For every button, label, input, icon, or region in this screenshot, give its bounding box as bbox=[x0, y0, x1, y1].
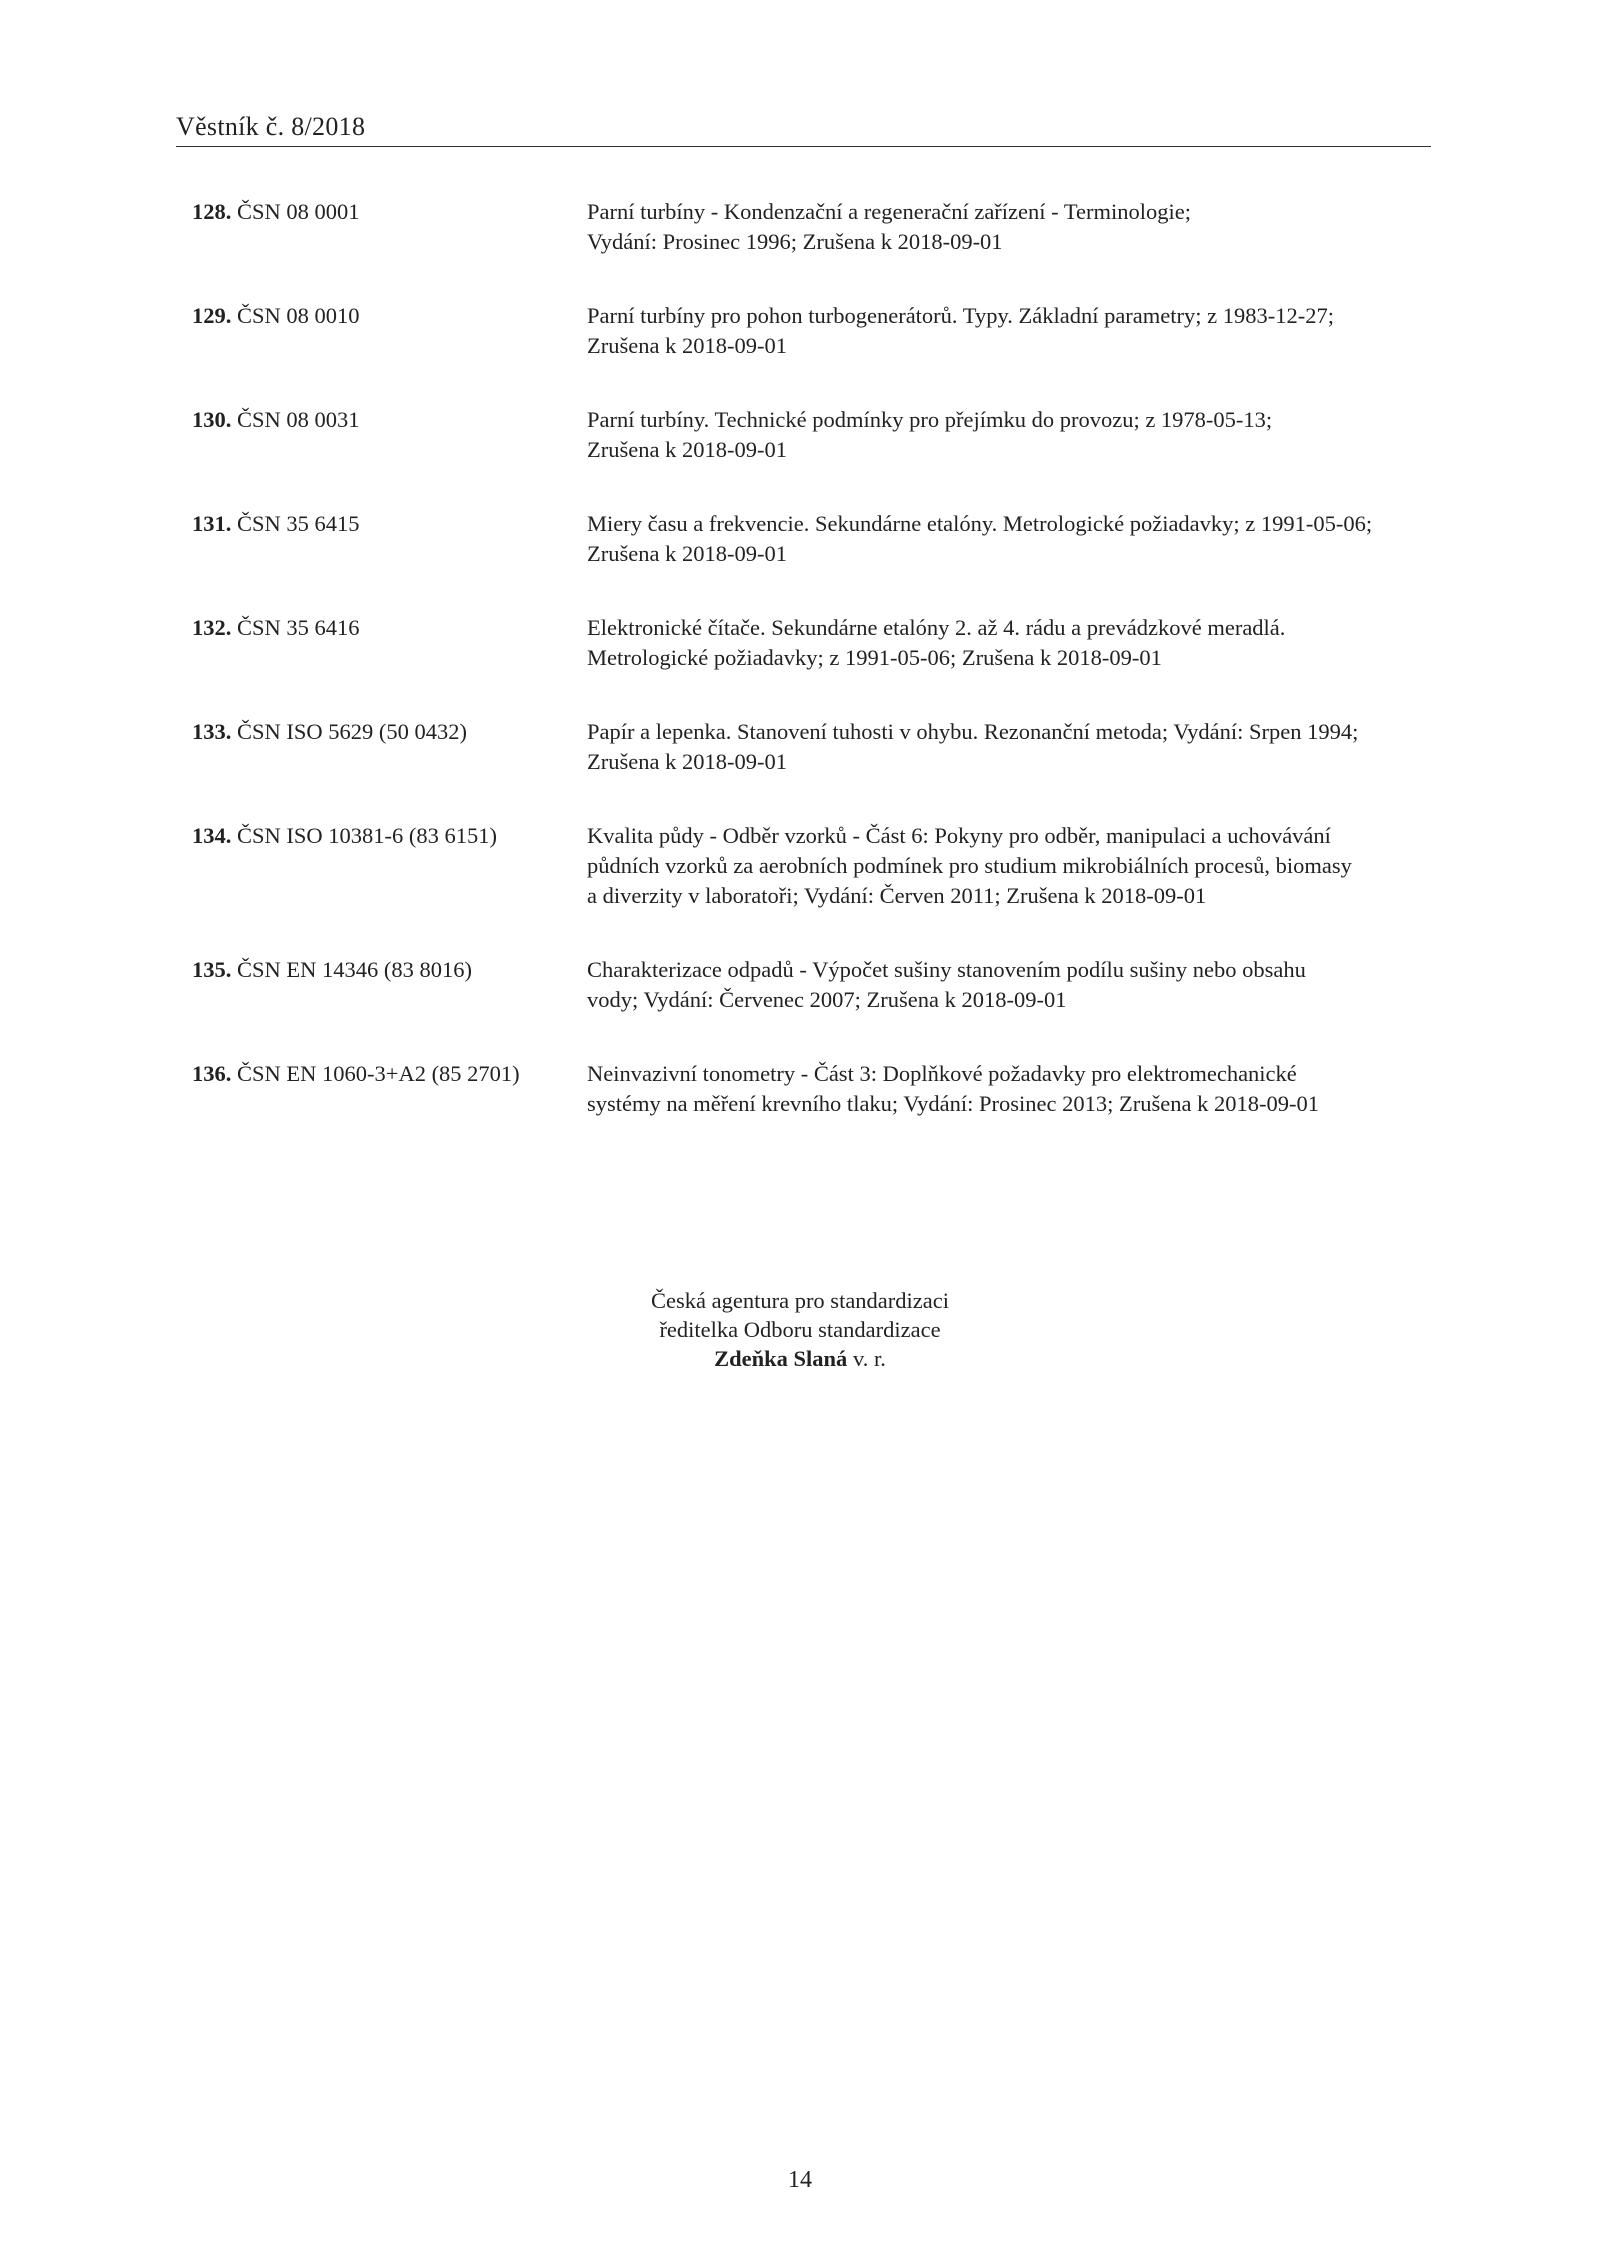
entry-number: 133. bbox=[192, 719, 232, 744]
description-line: vody; Vydání: Červenec 2007; Zrušena k 2018-09-01 bbox=[587, 987, 1067, 1012]
entry-id bbox=[192, 955, 587, 1015]
list-item bbox=[192, 821, 1432, 911]
entry-id bbox=[192, 821, 587, 911]
entry-number: 128. bbox=[192, 199, 232, 224]
description-line: a diverzity v laboratoři; Vydání: Červen 2011; Zrušena k 2018-09-01 bbox=[587, 883, 1207, 908]
entry-number: 129. bbox=[192, 303, 232, 328]
list-item bbox=[192, 955, 1432, 1015]
description-line: Metrologické požiadavky; z 1991-05-06; Zrušena k 2018-09-01 bbox=[587, 645, 1162, 670]
description-line: Elektronické čítače. Sekundárne etalóny 2. až 4. rádu a prevádzkové meradlá. bbox=[587, 615, 1286, 640]
description-line: systémy na měření krevního tlaku; Vydání: Prosinec 2013; Zrušena k 2018-09-01 bbox=[587, 1091, 1319, 1116]
description-line: Zrušena k 2018-09-01 bbox=[587, 333, 787, 358]
entry-code: ČSN 35 6415 bbox=[231, 511, 360, 536]
description-line: Parní turbíny pro pohon turbogenerátorů. Typy. Základní parametry; z 1983-12-27; bbox=[587, 303, 1334, 328]
description-line: Neinvazivní tonometry - Část 3: Doplňkové požadavky pro elektromechanické bbox=[587, 1061, 1297, 1086]
description-line: Zrušena k 2018-09-01 bbox=[587, 437, 787, 462]
entry-code: ČSN ISO 5629 (50 0432) bbox=[231, 719, 468, 744]
entry-number: 136. bbox=[192, 1061, 232, 1086]
description-line: Vydání: Prosinec 1996; Zrušena k 2018-09-01 bbox=[587, 229, 1003, 254]
description-line: Papír a lepenka. Stanovení tuhosti v ohybu. Rezonanční metoda; Vydání: Srpen 1994; bbox=[587, 719, 1359, 744]
entry-id bbox=[192, 613, 587, 673]
signatory-suffix: v. r. bbox=[847, 1346, 886, 1371]
entry-description bbox=[587, 197, 1417, 257]
entry-id bbox=[192, 1059, 587, 1119]
entry-id bbox=[192, 509, 587, 569]
entry-description bbox=[587, 405, 1417, 465]
agency-name: Česká agentura pro standardizaci bbox=[651, 1288, 949, 1313]
journal-title: Věstník č. 8/2018 bbox=[176, 112, 366, 141]
entry-description bbox=[587, 1059, 1417, 1119]
description-line: Miery času a frekvencie. Sekundárne etalóny. Metrologické požiadavky; z 1991-05-06; bbox=[587, 511, 1373, 536]
signatory bbox=[0, 1344, 1600, 1373]
description-line: Charakterizace odpadů - Výpočet sušiny stanovením podílu sušiny nebo obsahu bbox=[587, 957, 1306, 982]
description-line: Zrušena k 2018-09-01 bbox=[587, 541, 787, 566]
entry-code: ČSN EN 1060-3+A2 (85 2701) bbox=[231, 1061, 520, 1086]
description-line: Kvalita půdy - Odběr vzorků - Část 6: Pokyny pro odběr, manipulaci a uchovávání bbox=[587, 823, 1331, 848]
entry-code: ČSN 08 0001 bbox=[231, 199, 360, 224]
page-header bbox=[176, 112, 1431, 147]
standards-list bbox=[192, 197, 1432, 1163]
list-item bbox=[192, 1059, 1432, 1119]
entry-description bbox=[587, 821, 1417, 911]
entry-code: ČSN 08 0031 bbox=[231, 407, 360, 432]
entry-number: 135. bbox=[192, 957, 232, 982]
entry-description bbox=[587, 301, 1417, 361]
entry-id bbox=[192, 301, 587, 361]
entry-number: 134. bbox=[192, 823, 232, 848]
entry-code: ČSN EN 14346 (83 8016) bbox=[231, 957, 472, 982]
entry-description bbox=[587, 613, 1417, 673]
list-item bbox=[192, 613, 1432, 673]
page-number: 14 bbox=[788, 2167, 812, 2193]
entry-number: 132. bbox=[192, 615, 232, 640]
list-item bbox=[192, 301, 1432, 361]
entry-description bbox=[587, 717, 1417, 777]
entry-number: 130. bbox=[192, 407, 232, 432]
description-line: Parní turbíny. Technické podmínky pro přejímku do provozu; z 1978-05-13; bbox=[587, 407, 1273, 432]
entry-number: 131. bbox=[192, 511, 232, 536]
entry-code: ČSN 35 6416 bbox=[231, 615, 360, 640]
signatory-name: Zdeňka Slaná bbox=[714, 1346, 848, 1371]
entry-id bbox=[192, 405, 587, 465]
description-line: půdních vzorků za aerobních podmínek pro studium mikrobiálních procesů, biomasy bbox=[587, 853, 1352, 878]
entry-description bbox=[587, 955, 1417, 1015]
signature-block bbox=[0, 1286, 1600, 1373]
description-line: Parní turbíny - Kondenzační a regenerační zařízení - Terminologie; bbox=[587, 199, 1192, 224]
list-item bbox=[192, 717, 1432, 777]
entry-id bbox=[192, 197, 587, 257]
list-item bbox=[192, 509, 1432, 569]
list-item bbox=[192, 197, 1432, 257]
entry-id bbox=[192, 717, 587, 777]
entry-code: ČSN ISO 10381-6 (83 6151) bbox=[231, 823, 498, 848]
list-item bbox=[192, 405, 1432, 465]
description-line: Zrušena k 2018-09-01 bbox=[587, 749, 787, 774]
entry-description bbox=[587, 509, 1417, 569]
signatory-role: ředitelka Odboru standardizace bbox=[659, 1317, 941, 1342]
entry-code: ČSN 08 0010 bbox=[231, 303, 360, 328]
